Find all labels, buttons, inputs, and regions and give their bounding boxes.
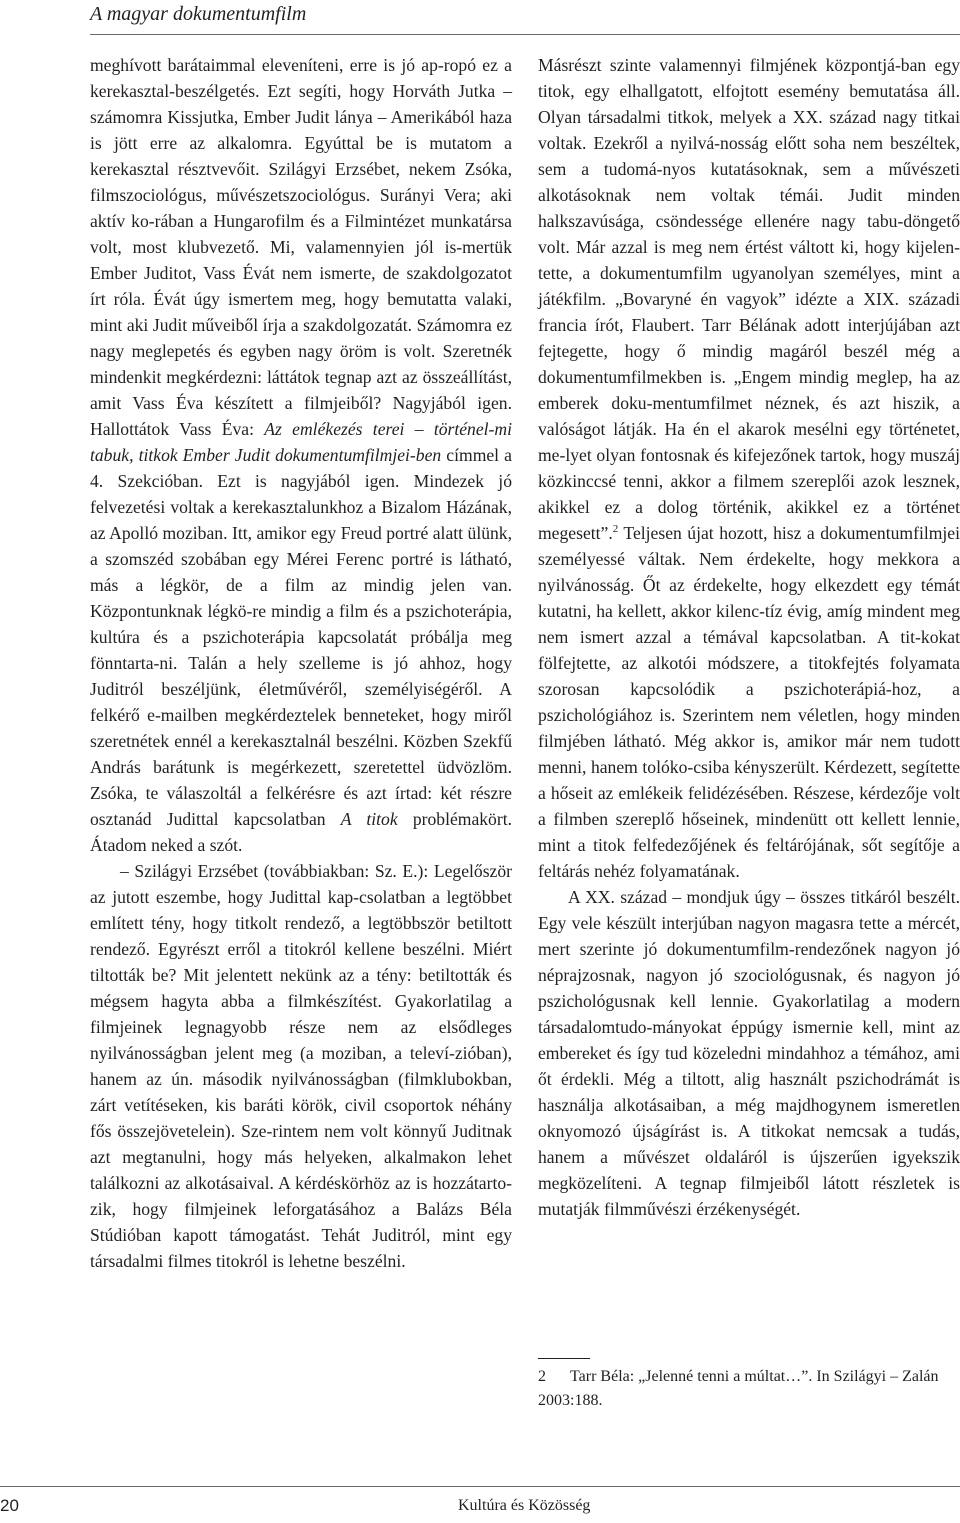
italic-title-run: A titok [340,809,398,829]
text-run: problémakört. Átadom neked a szót. [90,809,512,855]
right-paragraph-2: A XX. század – mondjuk úgy – összes titkáról beszélt. Egy vele készült interjúban nagyon magasra tette a mércét, mert szerinte jó dokumentumfilm-rendezőnek nagyon jó néprajzosnak, nagyon jó szociológusnak, és nagyon jó pszichológusnak kell lennie. Gyakorlatilag a modern társadalomtudo-mányokat éppúgy ismernie kell, mint az embereket és így tud közeledni mindahhoz a témához, ami őt érdekli. Még a tiltott, alig használt pszichodrámát is használja alkotásaiban, a még majdhogynem ismeretlen oknyomozó újságírást is. A titkokat nemcsak a tudás, hanem a művészet oldaláról is újszerűen igyekszik megközelíteni. A tegnap filmjeiből látott részletek is mutatják filmművészi érzékenységét. [538,887,960,1219]
right-paragraph-1 [538,52,960,884]
footnote [538,1365,960,1413]
right-column [538,52,960,1222]
left-paragraph-2: – Szilágyi Erzsébet (továbbiakban: Sz. E.): Legelőször az jutott eszembe, hogy Judittal kap-csolatban a legtöbbet említett tény, hogy titkolt rendező, a legtöbbször betiltott rendező. Egyrészt erről a titokról kellene beszélni. Miért tiltották be? Mit jelentett nekünk az a tény: betiltották és mégsem hagyta abba a filmkészítést. Gyakorlatilag a filmjeinek legnagyobb része nem az elsődleges nyilvánosságban jelent meg (a moziban, a televí-zióban), hanem az ún. második nyilvánosságban (filmklubokban, zárt vetítéseken, kis baráti körök, civil csoportok néhány fős összejövetelein). Sze-rintem nem volt könnyű Juditnak azt megtanulni, hogy más helyeken, alkalmakon lehet találkozni az alkotásaival. A kérdéskörhöz az is hozzátarto-zik, hogy filmjeinek leforgatásához a Balázs Béla Stúdióban kapott támogatást. Tehát Juditról, mint egy társadalmi filmes titokról is lehetne beszélni. [90,861,512,1271]
footnote-reference: 2 [612,523,619,536]
text-run: Teljesen újat hozott, hisz a dokumentumfilmjei személyessé váltak. Nem érdekelte, hogy mekkora a nyilvánosság. Őt az érdekelte, hogy elkezdett egy témát kutatni, ha kellett, akkor kilenc-tíz évig, amíg mindent meg nem ismert azzal a témával kapcsolatban. A tit-kokat fölfejtette, az alkotói módszere, a titokfejtés folyamata szorosan kapcsolódik a pszichoterápiá-hoz, a pszichológiához is. Szerintem nem véletlen, hogy minden filmjében látható. Még akkor is, amikor már nem tudott menni, hanem tolóko-csiba kényszerült. Kérdezett, segítette a hőseit az emlékeik felidézésében. Részese, kérdezője volt a filmben szereplő hőseinek, mindenütt ott kellett lennie, mint a titok felfedezőjének és feltárójának, sőt segítője a feltárás nehéz folyamatának. [538,523,960,881]
journal-name: Kultúra és Közösség [458,1497,591,1514]
text-run: Másrészt szinte valamennyi filmjének központjá-ban egy titok, egy elhallgatott, elfojtott esemény bemutatása áll. Olyan társadalmi titkok, melyek a XX. század nagy titkai voltak. Ezekről a nyilvá-nosság előtt soha nem beszéltek, sem a tudomá-nyos kutatásoknak, sem a művészeti alkotásoknak nem voltak témái. Judit minden halkszavúsága, csöndessége ellenére nagy tabu-döngető volt. Már azzal is meg nem értést váltott ki, hogy kijelen-tette, a dokumentumfilm ugyanolyan személyes, mint a játékfilm. „Bovaryné én vagyok” idézte a XIX. századi francia írót, Flaubert. Tarr Bélának adott interjújában azt fejtegette, hogy ő mindig magáról beszél még a dokumentumfilmekben is. „Engem mindig meglep, ha az emberek doku-mentumfilmet néznek, és azt hiszik, a valóságot látják. Ha én el akarok mesélni egy történetet, me-lyet olyan fontosnak és kifejezőnek tartok, hogy muszáj közkinccsé tenni, akkor a filmem szereplői azok lesznek, akikkel ez a dolog történik, akikkel ez a történet megesett”. [538,55,960,543]
text-run: címmel a 4. Szekcióban. Ezt is nagyjából igen. Mindezek jó felvezetési voltak a kerekasztalunkhoz a Bizalom Házának, az Apolló moziban. Itt, amikor egy Freud portré alatt ülünk, a szomszéd szobában egy Mérei Ferenc portré is látható, más a légkör, de a film az mindig jelen van. Központunknak légkö-re mindig a film és a pszichoterápia, kultúra és a pszichoterápia kapcsolatát próbálja meg fönntarta-ni. Talán a hely szelleme is jó ahhoz, hogy Juditról beszéljünk, életművéről, személyiségéről. A felkérő e-mailben megkérdeztelek benneteket, hogy miről szeretnétek ennél a kerekasztalnál beszélni. Közben Szekfű András barátunk is megérkezett, szeretettel üdvözlöm. Zsóka, te válaszoltál a felkérésre és azt írtad: két részre osztanád Judittal kapcsolatban [90,445,512,829]
header-divider [90,34,960,35]
left-paragraph-1 [90,52,512,858]
footnote-text: Tarr Béla: „Jelenné tenni a múltat…”. In Szilágyi – Zalán 2003:188. [538,1368,939,1409]
footnote-divider [538,1358,590,1359]
footer-divider [0,1486,960,1487]
text-run: meghívott barátaimmal eleveníteni, erre is jó ap-ropó ez a kerekasztal-beszélgetés. Ezt segíti, hogy Horváth Jutka – számomra Kissjutka, Ember Judit lánya – Amerikából haza is jött erre az alkalomra. Egyúttal be is mutatom a kerekasztal résztvevőit. Szilágyi Erzsébet, nekem Zsóka, filmszociológus, művészetszociológus. Surányi Vera; aki aktív ko-rában a Hungarofilm és a Filmintézet munkatársa volt, most klubvezető. Mi, valamennyien jól is-mertük Ember Juditot, Vass Évát nem ismerte, de szakdolgozatot írt róla. Évát úgy ismertem meg, hogy bemutatta valaki, mint aki Judit műveiből írja a szakdolgozatát. Számomra ez nagy meglepetés és egyben nagy öröm is volt. Szeretnék mindenkit megkérdezni: láttátok tegnap azt az összeállítást, amit Vass Éva készített a filmjeiből? Nagyjából igen. Hallottátok Vass Éva: [90,55,512,439]
footnote-number: 2 [538,1368,546,1385]
left-column [90,52,512,1274]
running-title: A magyar dokumentumfilm [90,3,307,25]
italic-title-run: Az emlékezés terei – történel-mi tabuk, titkok Ember Judit dokumentumfilmjei-ben [90,419,512,465]
page-number: 20 [0,1496,19,1515]
